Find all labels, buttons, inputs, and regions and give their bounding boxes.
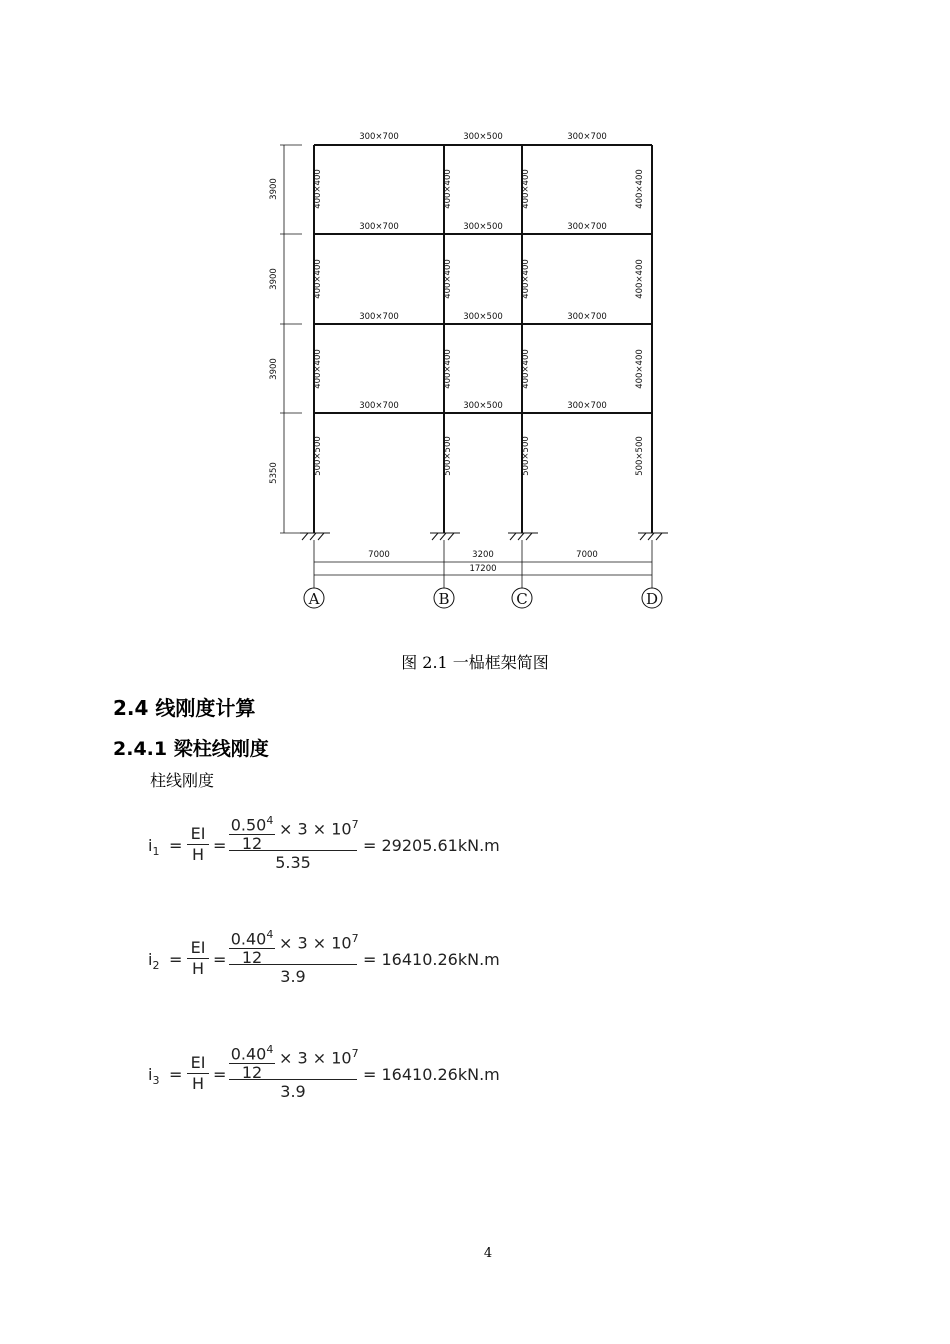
main-fraction (229, 926, 357, 989)
h: H (191, 959, 205, 978)
column-label: 400×400 (521, 349, 531, 389)
beam-label: 300×700 (567, 132, 607, 142)
main-fraction (229, 1041, 357, 1104)
inner-numerator: 0.40 (230, 1044, 267, 1064)
inner-denominator: 12 (241, 948, 263, 968)
story-height-label: 3900 (269, 358, 279, 380)
formula-lhs (148, 836, 159, 858)
main-fraction (229, 812, 357, 875)
inner-denominator: 12 (241, 834, 263, 854)
bay-width-label: 3200 (472, 550, 494, 560)
inner-fraction (229, 812, 275, 853)
beam-label: 300×700 (359, 132, 399, 142)
beam-label: 300×500 (463, 401, 503, 411)
multiplier-exponent: 7 (351, 1047, 359, 1060)
ei: EI (187, 938, 209, 959)
equals-sign: = (169, 836, 183, 855)
beam-label: 300×700 (567, 222, 607, 232)
column-label: 400×400 (443, 169, 453, 209)
formula-var: i (148, 1065, 153, 1084)
ei-over-h (187, 1053, 209, 1094)
inner-numerator: 0.40 (230, 929, 267, 949)
formula-sub: 1 (152, 845, 160, 859)
h: H (191, 1074, 205, 1093)
multiplier: × 3 × 10 (279, 933, 352, 953)
multiplier-exponent: 7 (351, 932, 359, 945)
story-height-label: 3900 (269, 268, 279, 290)
column-label: 400×400 (443, 259, 453, 299)
height-dimension-line (280, 145, 302, 533)
column-label: 400×400 (635, 169, 645, 209)
beam-label: 300×700 (359, 222, 399, 232)
page-number: 4 (483, 1246, 493, 1261)
beam-label: 300×500 (463, 222, 503, 232)
ei-over-h (187, 824, 209, 865)
column-label: 400×400 (635, 259, 645, 299)
column-label: 400×400 (521, 169, 531, 209)
frame-diagram (0, 0, 950, 660)
column-label: 400×400 (443, 349, 453, 389)
formula-sub: 3 (152, 1074, 160, 1088)
paragraph-column-stiffness: 柱线刚度 (150, 771, 215, 790)
inner-exponent: 4 (266, 928, 274, 941)
formula-result: = 16410.26kN.m (363, 1065, 500, 1084)
beam-label: 300×700 (359, 401, 399, 411)
inner-numerator: 0.50 (230, 815, 267, 835)
multiplier: × 3 × 10 (279, 819, 352, 839)
story-height-label: 3900 (269, 178, 279, 200)
formula-lhs (148, 1065, 159, 1087)
formula-result: = 29205.61kN.m (363, 836, 500, 855)
column-label: 500×500 (635, 436, 645, 476)
inner-denominator: 12 (241, 1063, 263, 1083)
main-denominator: 3.9 (280, 1082, 306, 1101)
equals-sign: = (213, 1065, 227, 1084)
beam-label: 300×700 (359, 312, 399, 322)
column-label: 500×500 (443, 436, 453, 476)
formula-var: i (148, 950, 153, 969)
axis-label-a: A (308, 590, 320, 608)
total-width-label: 17200 (469, 564, 497, 574)
equals-sign: = (169, 950, 183, 969)
multiplier: × 3 × 10 (279, 1048, 352, 1068)
subsection-heading: 2.4.1 梁柱线刚度 (113, 738, 269, 760)
h: H (191, 845, 205, 864)
multiplier-exponent: 7 (351, 818, 359, 831)
column-label: 400×400 (313, 349, 323, 389)
formula-result: = 16410.26kN.m (363, 950, 500, 969)
beam-label: 300×500 (463, 312, 503, 322)
column-label: 400×400 (635, 349, 645, 389)
beam-label: 300×700 (567, 401, 607, 411)
main-denominator: 5.35 (275, 853, 311, 872)
fixed-supports (300, 533, 668, 540)
inner-fraction (229, 1041, 275, 1082)
figure-caption: 图 2.1 一榀框架简图 (401, 653, 549, 672)
axis-label-c: C (516, 590, 528, 608)
column-label: 400×400 (313, 259, 323, 299)
bay-width-label: 7000 (368, 550, 390, 560)
ei-over-h (187, 938, 209, 979)
story-height-label: 5350 (269, 462, 279, 484)
axis-label-d: D (645, 590, 659, 608)
column-label: 500×500 (521, 436, 531, 476)
axis-label-b: B (438, 590, 450, 608)
formula-var: i (148, 836, 153, 855)
equals-sign: = (169, 1065, 183, 1084)
column-label: 500×500 (313, 436, 323, 476)
section-heading: 2.4 线刚度计算 (113, 696, 256, 720)
inner-exponent: 4 (266, 1043, 274, 1056)
formula-lhs (148, 950, 159, 972)
formula-sub: 2 (152, 959, 160, 973)
column-label: 400×400 (521, 259, 531, 299)
equals-sign: = (213, 950, 227, 969)
ei: EI (187, 824, 209, 845)
inner-exponent: 4 (266, 814, 274, 827)
inner-fraction (229, 926, 275, 967)
axis-bubbles (304, 588, 662, 608)
ei: EI (187, 1053, 209, 1074)
frame-members (314, 145, 652, 533)
column-label: 400×400 (313, 169, 323, 209)
beam-label: 300×700 (567, 312, 607, 322)
beam-label: 300×500 (463, 132, 503, 142)
bay-width-label: 7000 (576, 550, 598, 560)
equals-sign: = (213, 836, 227, 855)
main-denominator: 3.9 (280, 967, 306, 986)
